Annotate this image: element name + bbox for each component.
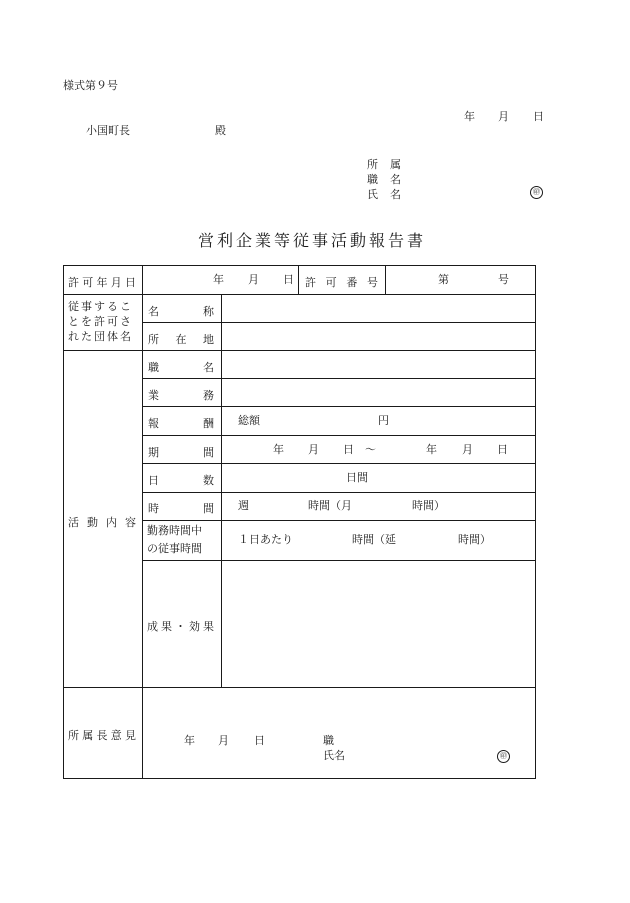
days-label: 日 数 (148, 474, 214, 487)
seal-icon: ㊞ (497, 750, 510, 763)
duty-hours-per-day: １日あたり (238, 533, 293, 546)
period-month-from: 月 (308, 443, 319, 456)
period-tilde: ～ (365, 443, 376, 456)
table-border-right (535, 265, 536, 779)
table-rule (63, 687, 536, 688)
table-rule (142, 322, 536, 323)
org-name-label: 名 称 (148, 305, 214, 318)
org-label-line3: れた団体名 (68, 330, 133, 343)
reporter-affiliation-label: 所 属 (367, 158, 401, 171)
duty-hours-extended: 時間（延 (352, 533, 396, 546)
form-number: 様式第９号 (63, 79, 118, 92)
duty-hours-close: 時間） (458, 533, 491, 546)
reporter-name-label: 氏 名 (367, 188, 401, 201)
table-rule (142, 492, 536, 493)
reporter-seal (530, 185, 543, 199)
duty-hours-label-line2: の従事時間 (147, 542, 202, 555)
duties-label: 業 務 (148, 389, 214, 402)
supervisor-position-label: 職 (323, 734, 334, 747)
header-date-day: 日 (533, 110, 544, 123)
period-year-from: 年 (273, 443, 284, 456)
honorific: 殿 (215, 124, 226, 137)
table-column-rule (385, 265, 386, 294)
hours-week: 週 (238, 499, 249, 512)
table-rule (63, 294, 536, 295)
pay-yen: 円 (378, 414, 389, 427)
duty-hours-label-line1: 勤務時間中 (147, 524, 202, 537)
org-location-label: 所 在 地 (148, 333, 214, 346)
hours-close: 時間） (412, 499, 445, 512)
activity-label: 活 動 内 容 (68, 516, 136, 529)
header-date-month: 月 (498, 110, 509, 123)
hours-label: 時 間 (148, 502, 214, 515)
period-label: 期 間 (148, 446, 214, 459)
page-title: 営利企業等従事活動報告書 (198, 231, 427, 250)
permit-date-label: 許 可 年 月 日 (68, 276, 136, 289)
permit-number-label: 許 可 番 号 (305, 276, 378, 289)
seal-icon: ㊞ (530, 186, 543, 199)
period-month-to: 月 (462, 443, 473, 456)
table-rule (142, 560, 536, 561)
permit-date-year: 年 (213, 273, 224, 286)
days-value: 日間 (346, 471, 368, 484)
supervisor-date-year: 年 (184, 734, 195, 747)
table-rule (142, 378, 536, 379)
table-border-bottom (63, 778, 536, 779)
table-rule (142, 406, 536, 407)
table-rule (142, 520, 536, 521)
hours-month: 時間（月 (308, 499, 352, 512)
table-rule (142, 463, 536, 464)
period-day-to: 日 (497, 443, 508, 456)
org-label-line2: とを許可さ (68, 315, 133, 328)
table-column-rule (221, 294, 222, 688)
reporter-position-label: 職 名 (367, 173, 401, 186)
table-column-rule (142, 265, 143, 779)
period-day-from: 日 (343, 443, 354, 456)
addressee: 小国町長 (86, 124, 130, 137)
permit-number-suffix: 号 (498, 273, 509, 286)
pay-total: 総額 (238, 414, 260, 427)
permit-date-month: 月 (248, 273, 259, 286)
table-rule (142, 435, 536, 436)
org-label-line1: 従事するこ (68, 300, 133, 313)
table-border-top (63, 265, 536, 266)
supervisor-date-month: 月 (218, 734, 229, 747)
results-label: 成 果 ・ 効 果 (147, 620, 214, 633)
table-column-rule (298, 265, 299, 294)
job-title-label: 職 名 (148, 361, 214, 374)
table-rule (63, 350, 536, 351)
supervisor-opinion-label: 所 属 長 意 見 (68, 729, 136, 742)
supervisor-date-day: 日 (254, 734, 265, 747)
period-year-to: 年 (426, 443, 437, 456)
permit-number-prefix: 第 (438, 273, 449, 286)
permit-date-day: 日 (283, 273, 294, 286)
supervisor-name-label: 氏名 (323, 749, 345, 762)
supervisor-seal (497, 749, 510, 763)
pay-label: 報 酬 (148, 417, 214, 430)
table-border-left (63, 265, 64, 779)
header-date-year: 年 (464, 110, 475, 123)
